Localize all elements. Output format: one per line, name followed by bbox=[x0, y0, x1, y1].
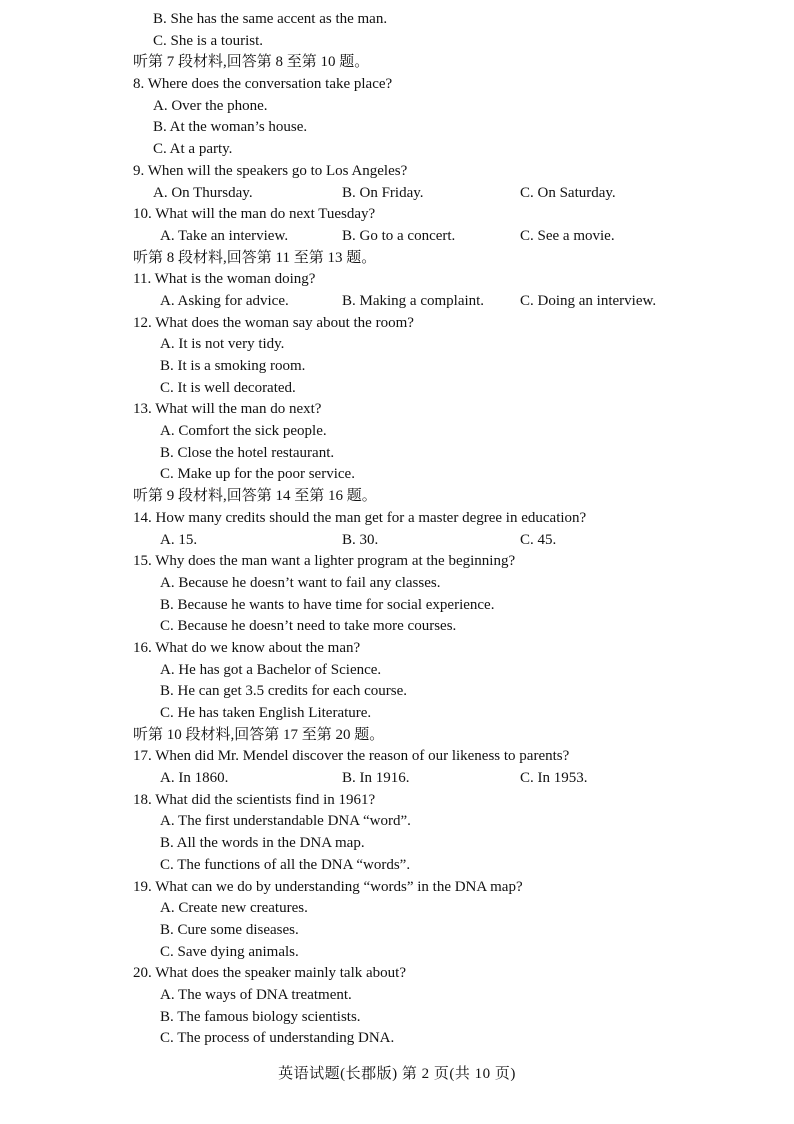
question-stem: 11. What is the woman doing? bbox=[133, 271, 316, 288]
question-list bbox=[0, 9, 794, 1050]
answer-option: C. Save dying animals. bbox=[160, 943, 299, 960]
answer-option: A. Asking for advice. bbox=[160, 292, 289, 309]
question-stem: 12. What does the woman say about the room? bbox=[133, 314, 414, 331]
answer-option: A. Over the phone. bbox=[153, 97, 268, 114]
answer-option-row bbox=[0, 226, 794, 248]
answer-option: C. See a movie. bbox=[520, 227, 615, 244]
answer-option: A. In 1860. bbox=[160, 770, 229, 787]
answer-option: C. The process of understanding DNA. bbox=[160, 1030, 395, 1047]
answer-option: C. It is well decorated. bbox=[160, 379, 296, 396]
question-stem: 17. When did Mr. Mendel discover the reason of our likeness to parents? bbox=[133, 748, 570, 765]
question-stem: 8. Where does the conversation take place? bbox=[133, 76, 393, 93]
answer-option-row bbox=[0, 291, 794, 313]
question-stem: 20. What does the speaker mainly talk about? bbox=[133, 965, 406, 982]
answer-option: A. Because he doesn’t want to fail any classes. bbox=[160, 574, 441, 591]
answer-option: C. In 1953. bbox=[520, 770, 588, 787]
answer-option: B. Cure some diseases. bbox=[160, 921, 299, 938]
answer-option: A. On Thursday. bbox=[153, 184, 253, 201]
question-stem: 10. What will the man do next Tuesday? bbox=[133, 206, 376, 223]
answer-option: A. Comfort the sick people. bbox=[160, 423, 327, 440]
answer-option: B. Close the hotel restaurant. bbox=[160, 444, 335, 461]
answer-option: A. It is not very tidy. bbox=[160, 336, 285, 353]
answer-option: C. The functions of all the DNA “words”. bbox=[160, 856, 411, 873]
page-footer: 英语试题(长郡版) 第 2 页(共 10 页) bbox=[278, 1066, 516, 1082]
question-stem: 13. What will the man do next? bbox=[133, 401, 322, 418]
answer-option: B. 30. bbox=[342, 531, 379, 548]
question-stem: 15. Why does the man want a lighter program at the beginning? bbox=[133, 553, 516, 570]
answer-option: A. Create new creatures. bbox=[160, 900, 308, 917]
answer-option: B. Making a complaint. bbox=[342, 292, 485, 309]
answer-option: C. Doing an interview. bbox=[520, 292, 657, 309]
answer-option: A. He has got a Bachelor of Science. bbox=[160, 661, 382, 678]
question-stem: 9. When will the speakers go to Los Angeles? bbox=[133, 162, 408, 179]
answer-option: B. In 1916. bbox=[342, 770, 410, 787]
answer-option: A. Take an interview. bbox=[160, 227, 289, 244]
answer-option-row bbox=[0, 530, 794, 552]
answer-option: B. Go to a concert. bbox=[342, 227, 456, 244]
answer-option: C. Because he doesn’t need to take more courses. bbox=[160, 618, 457, 635]
answer-option: B. At the woman’s house. bbox=[153, 119, 308, 136]
answer-option: B. He can get 3.5 credits for each course. bbox=[160, 683, 407, 700]
answer-option: B. Because he wants to have time for social experience. bbox=[160, 596, 495, 613]
answer-option: C. Make up for the poor service. bbox=[160, 466, 355, 483]
question-stem: 14. How many credits should the man get for a master degree in education? bbox=[133, 509, 587, 526]
answer-option: A. The first understandable DNA “word”. bbox=[160, 813, 411, 830]
answer-option: A. The ways of DNA treatment. bbox=[160, 986, 352, 1003]
answer-option: C. She is a tourist. bbox=[153, 32, 264, 49]
answer-option-row bbox=[0, 768, 794, 790]
answer-option: C. He has taken English Literature. bbox=[160, 705, 372, 721]
answer-option: C. On Saturday. bbox=[520, 184, 616, 201]
answer-option: B. All the words in the DNA map. bbox=[160, 835, 365, 852]
section-heading: 听第 7 段材料,回答第 8 至第 10 题。 bbox=[133, 54, 370, 71]
answer-option: B. It is a smoking room. bbox=[160, 358, 306, 374]
answer-option: C. At a party. bbox=[153, 141, 233, 158]
answer-option: A. 15. bbox=[160, 531, 198, 548]
answer-option: B. On Friday. bbox=[342, 184, 424, 201]
answer-option-row bbox=[0, 183, 794, 205]
section-heading: 听第 10 段材料,回答第 17 至第 20 题。 bbox=[133, 726, 385, 743]
answer-option: B. She has the same accent as the man. bbox=[153, 11, 388, 27]
question-stem: 18. What did the scientists find in 1961? bbox=[133, 791, 376, 808]
section-heading: 听第 8 段材料,回答第 11 至第 13 题。 bbox=[133, 249, 377, 266]
answer-option: B. The famous biology scientists. bbox=[160, 1008, 361, 1025]
question-stem: 19. What can we do by understanding “words” in the DNA map? bbox=[133, 878, 523, 895]
question-stem: 16. What do we know about the man? bbox=[133, 639, 361, 656]
section-heading: 听第 9 段材料,回答第 14 至第 16 题。 bbox=[133, 488, 377, 505]
answer-option: C. 45. bbox=[520, 531, 557, 548]
